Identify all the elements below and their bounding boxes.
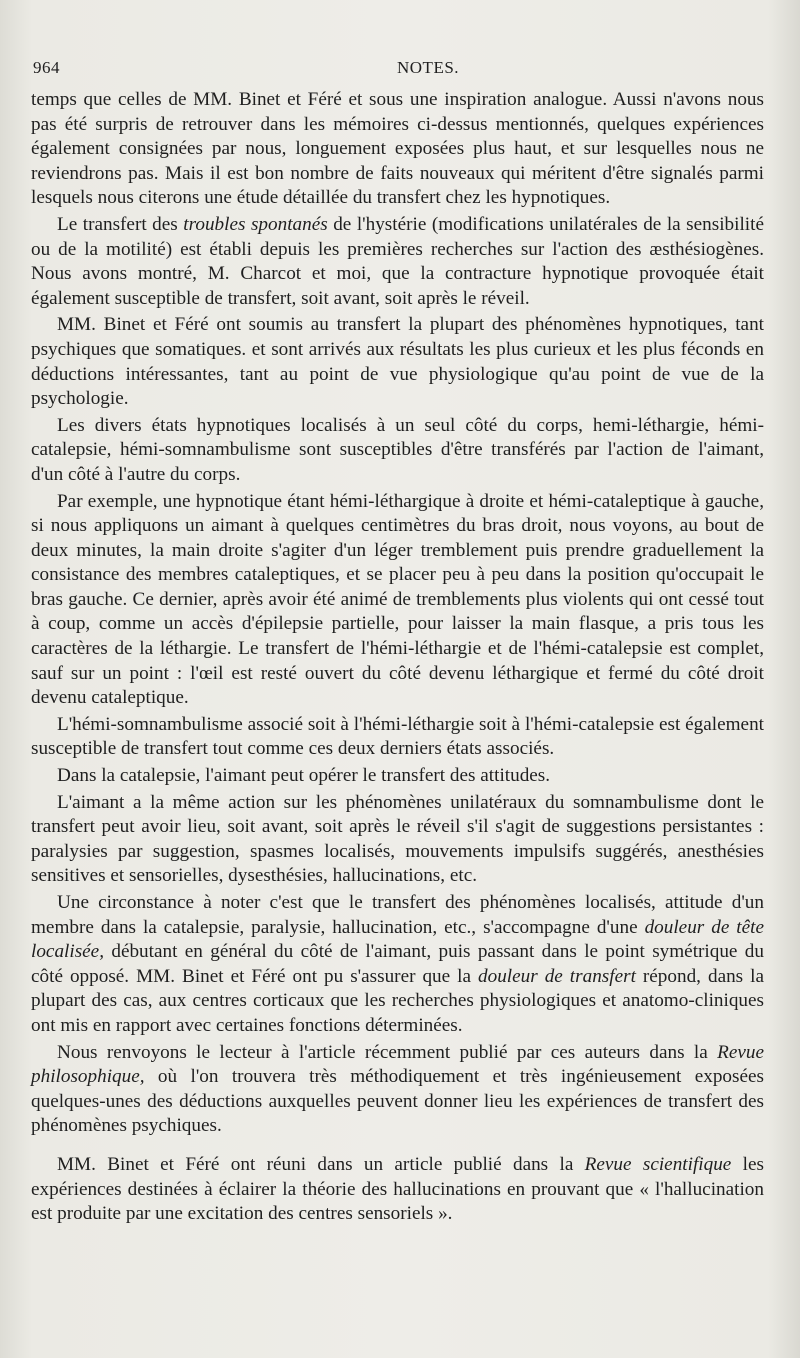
text-segment: Dans la catalepsie, l'aimant peut opérer le transfert des attitudes. <box>57 765 551 787</box>
text-segment: Nous renvoyons le lecteur à l'article récemment publié par ces auteurs dans la <box>57 1041 718 1063</box>
paragraph <box>31 1153 764 1227</box>
paragraph <box>31 88 764 211</box>
text-segment: Par exemple, une hypnotique étant hémi-léthargique à droite et hémi-cataleptique à gauche, si nous appliquons un aimant à quelques centimètres du bras droit, nous voyons, au bout de deux minutes, la main droite s'agiter d'un léger tremblement puis prendre graduellement la consistance des membres cataleptiques, et se placer peu à peu dans la position qu'occupait le bras gauche. Ce dernier, après avoir été animé de tremblements plus violents qui ont cessé tout à coup, comme un accès d'épilepsie partielle, pour laisser la main flasque, a pris tous les caractères de la léthargie. Le transfert de l'hémi-léthargie et de l'hémi-catalepsie est complet, sauf sur un point : l'œil est resté ouvert du côté devenu léthargique et fermé du côté droit devenu cataleptique. <box>31 490 764 709</box>
text-segment: MM. Binet et Féré ont réuni dans un article publié dans la <box>57 1153 585 1175</box>
text-segment: L'hémi-somnambulisme associé soit à l'hémi-léthargie soit à l'hémi-catalepsie est également susceptible de transfert tout comme ces deux derniers états associés. <box>31 713 764 760</box>
paragraph <box>31 490 764 711</box>
running-head: NOTES. <box>397 58 460 77</box>
text-segment: répond, dans la plupart des cas, aux centres corticaux que les recherches physiologiques et anatomo-cliniques ont mis en rapport avec certaines fonctions déterminées. <box>31 965 764 1036</box>
italic-text-segment: troubles spontanés <box>183 213 328 235</box>
paragraph <box>31 891 764 1039</box>
page-header <box>33 58 760 84</box>
text-segment: MM. Binet et Féré ont soumis au transfert la plupart des phénomènes hypnotiques, tant psychiques que somatiques. et sont arrivés aux résultats les plus curieux et les plus féconds en déductions intéressantes, tant au point de vue physiologique qu'au point de vue de la psychologie. <box>31 314 764 410</box>
paragraph <box>31 791 764 889</box>
text-segment: temps que celles de MM. Binet et Féré et sous une inspiration analogue. Aussi n'avons nous pas été surpris de retrouver dans les mémoires ci-dessus mentionnés, quelques expériences également consignées par nous, longuement exposées plus haut, et sur lesquelles nous ne reviendrons pas. Mais il est bon nombre de faits nouveaux qui méritent d'être signalés parmi lesquels nous citerons une étude détaillée du transfert chez les hypnotiques. <box>31 89 764 209</box>
italic-text-segment: Revue scientifique <box>584 1153 732 1175</box>
paragraph <box>31 713 764 762</box>
paragraph <box>31 414 764 488</box>
paragraph <box>31 764 764 789</box>
text-segment: débutant en général du côté de l'aimant, puis passant dans le point symétrique du côté opposé. MM. Binet et Féré ont pu s'assurer que la <box>31 941 764 987</box>
paragraph <box>31 313 764 411</box>
text-segment: L'aimant a la même action sur les phénomènes unilatéraux du somnambulisme dont le transfert peut avoir lieu, soit avant, soit après le réveil s'il s'agit de suggestions persistantes : paralysies par suggestion, spasmes localisés, mouvements impulsifs suggérés, anesthésies sensitives et sensorielles, dysesthésies, hallucinations, etc. <box>31 791 764 887</box>
text-segment: les expériences destinées à éclairer la théorie des hallucinations en prouvant que « l'hallucination est produite par une excitation des centres sensoriels ». <box>31 1153 764 1225</box>
text-segment: Les divers états hypnotiques localisés à un seul côté du corps, hemi-léthargie, hémi-catalepsie, hémi-somnambulisme sont susceptibles d'être transférés par l'action de l'aimant, d'un côté à l'autre du corps. <box>31 414 764 485</box>
text-segment: de l'hystérie (modifications unilatérales de la sensibilité ou de la motilité) est établi depuis les premières recherches sur l'action des æsthésiogènes. Nous avons montré, M. Charcot et moi, que la contracture hypnotique provoquée était également susceptible de transfert, soit avant, soit après le réveil. <box>31 213 764 309</box>
text-segment: Le transfert des <box>57 213 184 235</box>
text-segment: Une circonstance à noter c'est que le transfert des phénomènes localisés, attitude d'un membre dans la catalepsie, paralysie, hallucination, etc., s'accompagne d'une <box>31 892 764 938</box>
italic-text-segment: douleur de transfert <box>478 965 636 987</box>
paragraph <box>31 213 764 311</box>
page-number: 964 <box>33 58 60 77</box>
italic-text-segment: Revue philosophique, <box>31 1041 764 1088</box>
body-text <box>31 88 764 1229</box>
italic-text-segment: douleur de tête localisée, <box>31 916 764 963</box>
paragraph <box>31 1041 764 1139</box>
text-segment: où l'on trouvera très méthodiquement et très ingénieusement exposées quelques-unes des déductions auxquelles peuvent donner lieu les expériences de transfert des phénomènes psychiques. <box>31 1066 764 1137</box>
